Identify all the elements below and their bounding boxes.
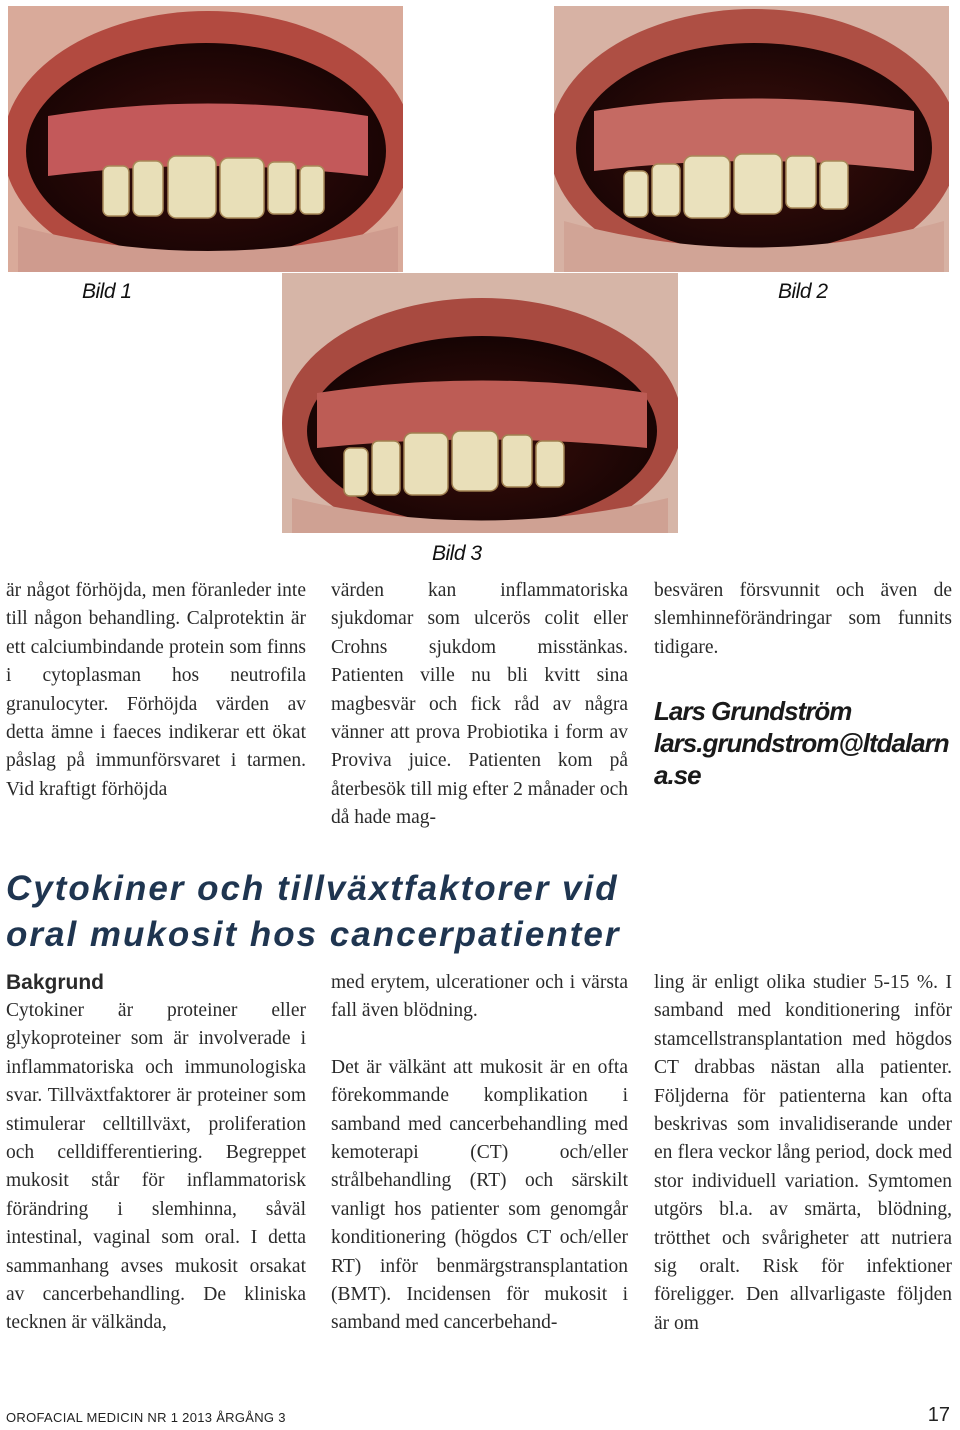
- article-title: Cytokiner och tillväxtfaktorer vid oral mukosit hos cancerpatienter: [6, 869, 621, 954]
- article-col3: [654, 969, 952, 1338]
- top-paragraph-3: besvären försvunnit och även de slemhinneförändringar som funnits tidigare.: [654, 580, 952, 658]
- article-paragraph-2: med erytem, ulcerationer och i värsta fall även blödning.: [331, 972, 628, 1022]
- author-name: Lars Grundström: [654, 696, 852, 726]
- bild2-photo: [554, 6, 949, 272]
- bild1-caption: Bild 1: [82, 280, 132, 303]
- article-paragraph-1: Cytokiner är proteiner eller glykoproteiner som är involverade i inflammatoriska och immunologiska svar. Tillväxtfaktorer är proteiner som stimulerar celltillväxt, proliferation och celldifferentiering. Begreppet mukosit står för inflammatorisk förändring i slemhinna, såväl intestinal, vaginal som oral. I detta sammanhang avses mukosit orsakat av cancerbehandling. De kliniska tecknen är välkända,: [6, 1000, 306, 1334]
- article-paragraph-3: Det är välkänt att mukosit är en ofta förekommande komplikation i samband med cancerbehandling med kemoterapi (CT) och/eller strålbehandling (RT) och särskilt vanligt hos patienter som genomgår konditionering (högdos CT och/eller RT) inför benmärgstransplantation (BMT). Incidensen för mukosit i samband med cancerbehand-: [331, 1056, 628, 1334]
- article-col1: [6, 969, 306, 1338]
- bild3-photo: [282, 273, 678, 533]
- author-block: [654, 695, 954, 791]
- top-text-col3: [654, 577, 952, 662]
- author-email: lars.grundstrom@ltdalarna.se: [654, 728, 949, 790]
- top-paragraph-2: värden kan inflammatoriska sjukdomar som ulcerös colit eller Crohns sjukdom misstänkas. Patienten ville nu bli kvitt sina magbesvär och fick råd av några vänner att prova Probiotika i form av Proviva juice. Patienten kom på återbesök till mig efter 2 månader och då hade mag-: [331, 580, 628, 829]
- bild3-caption: Bild 3: [432, 542, 482, 565]
- bild1-photo: [8, 6, 403, 272]
- page-number: 17: [927, 1404, 950, 1426]
- article-paragraph-4: ling är enligt olika studier 5-15 %. I samband med konditionering inför stamcellstransplantation med högdos CT drabbas nästan alla patienter. Följderna för patienterna kan ofta beskrivas som invalidiserande under en flera veckor lång period, dock med stor individuell variation. Symtomen utgörs bl.a. av smärta, blödning, trötthet och svårigheter att nutriera sig oralt. Risk för infektioner föreligger. Den allvarligaste följden är om: [654, 972, 952, 1334]
- bild2-caption: Bild 2: [778, 280, 828, 303]
- top-text-col1: [6, 577, 306, 804]
- section-heading: Bakgrund: [6, 971, 105, 994]
- journal-footer: OROFACIAL MEDICIN NR 1 2013 ÅRGÅNG 3: [6, 1410, 286, 1425]
- top-paragraph-1: är något förhöjda, men föranleder inte till någon behandling. Calprotektin är ett calciumbindande protein som finns i cytoplasman hos neutrofila granulocyter. Förhöjda värden av detta ämne i faeces indikerar ett ökat påslag på immunförsvaret i tarmen. Vid kraftigt förhöjda: [6, 580, 306, 800]
- article-col2: [331, 969, 628, 1338]
- top-text-col2: [331, 577, 628, 833]
